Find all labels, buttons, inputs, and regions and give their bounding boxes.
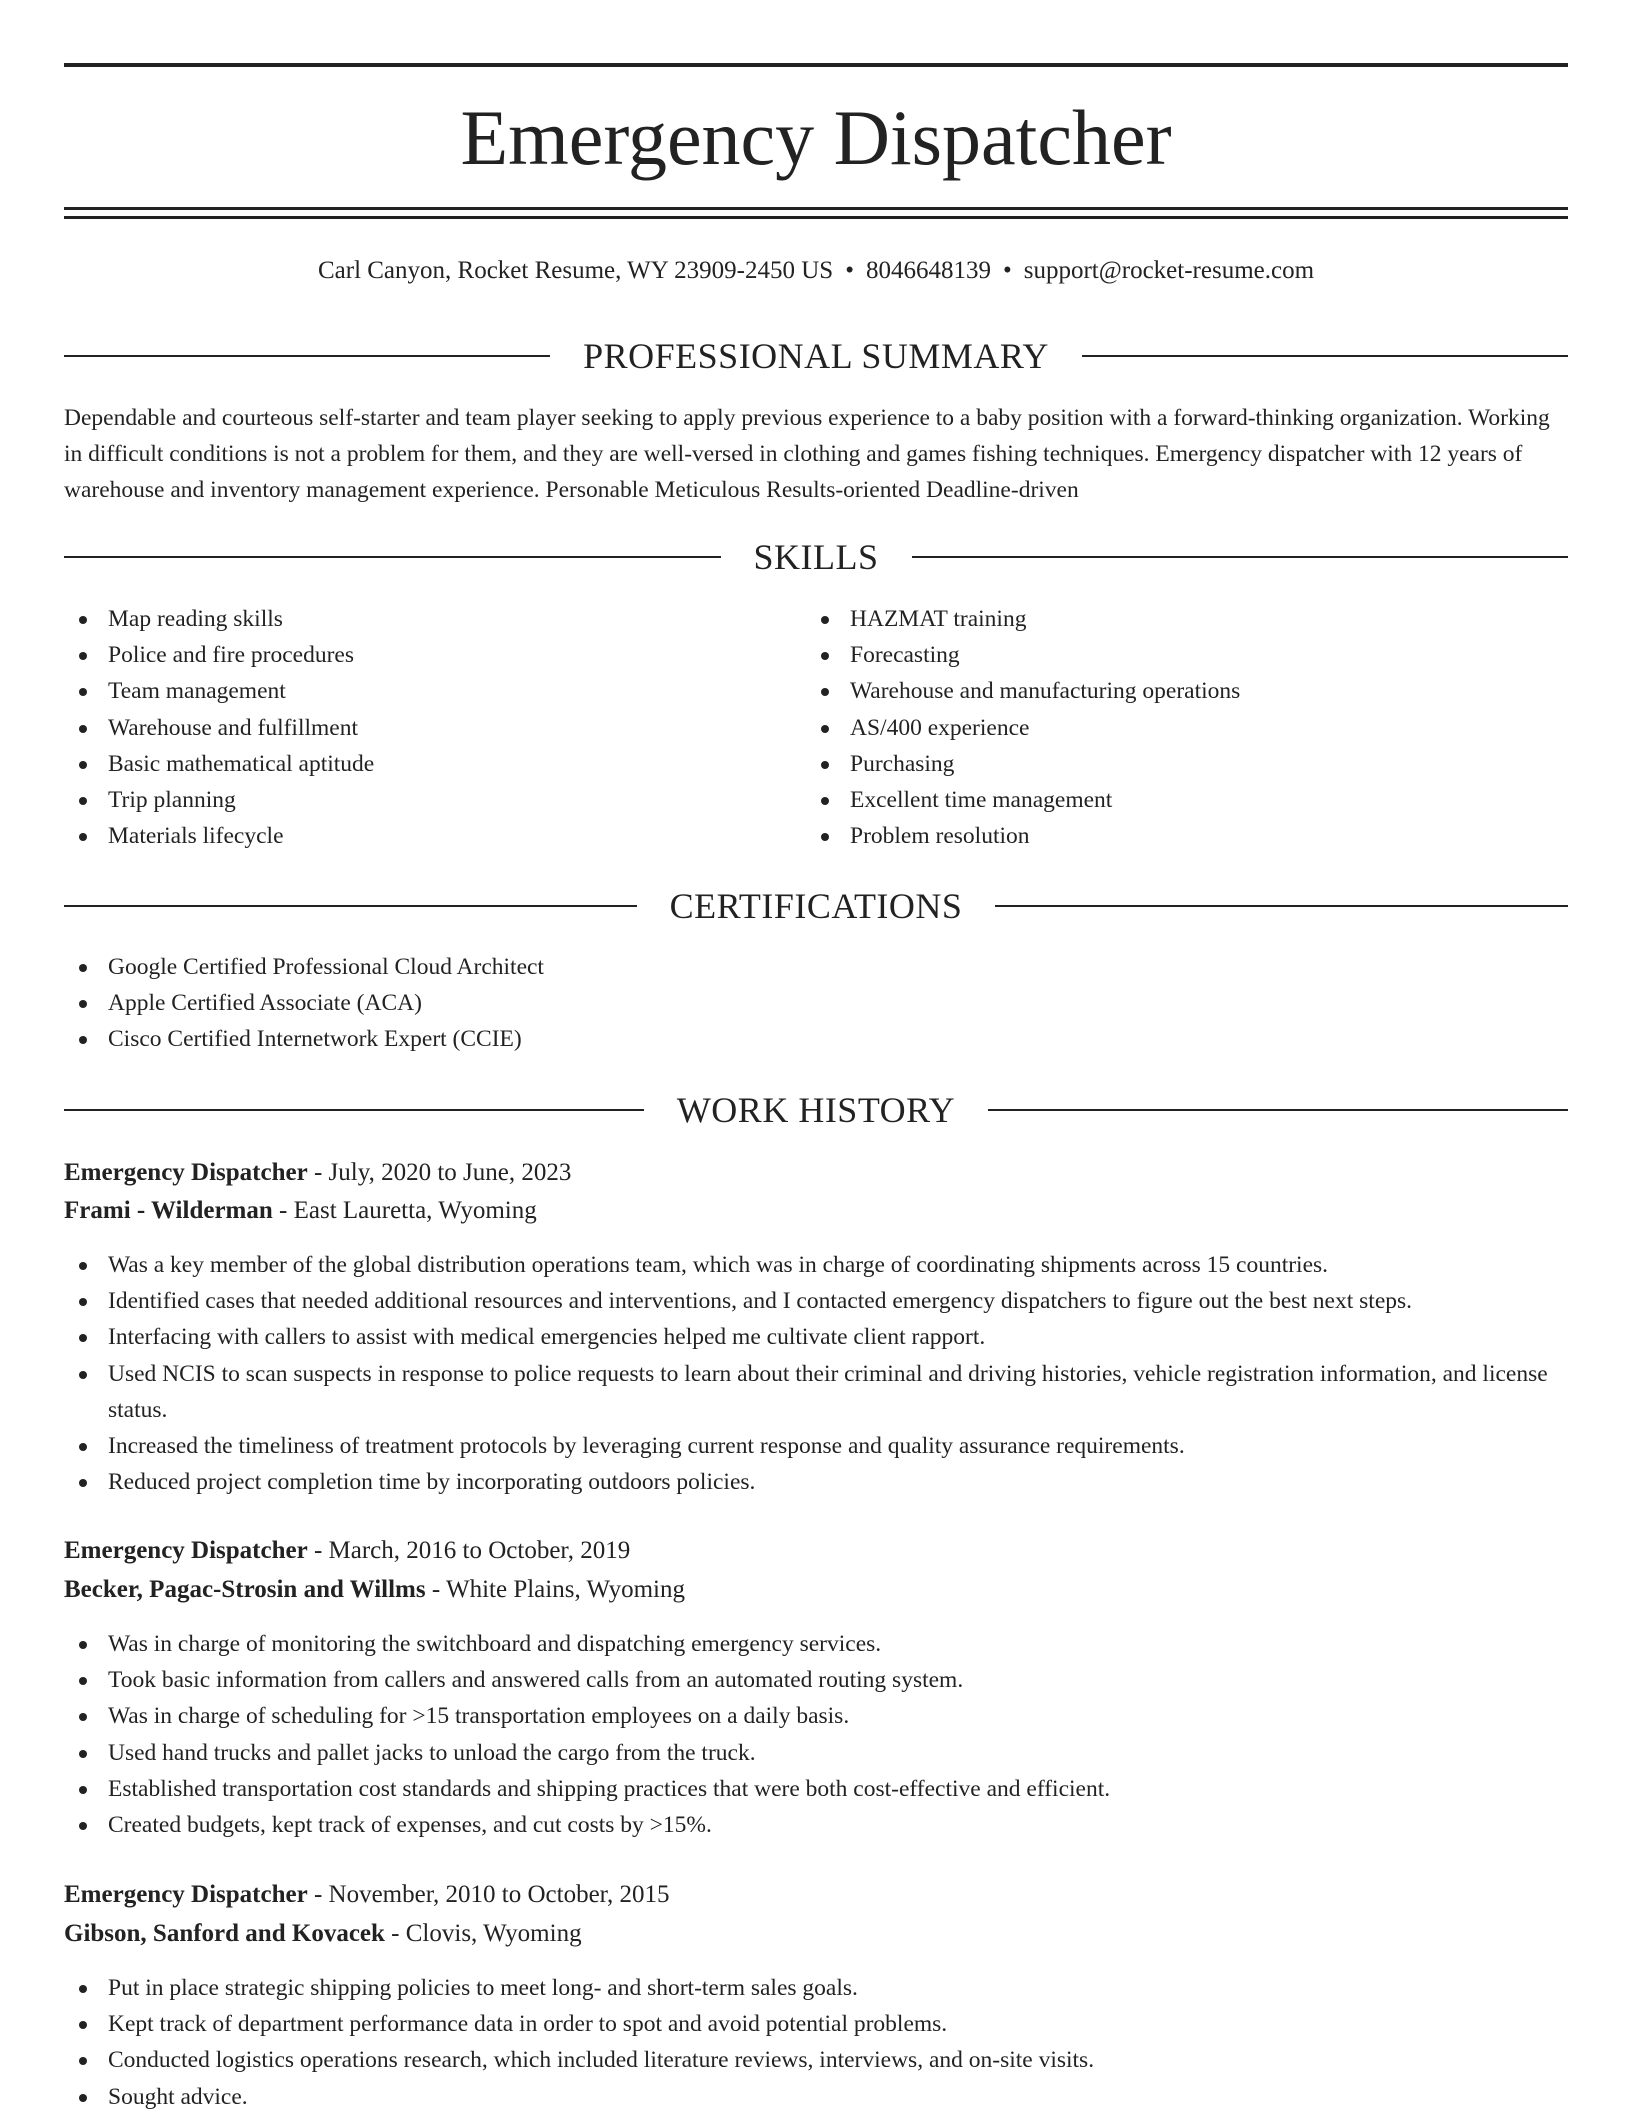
job-role: Emergency Dispatcher (64, 1537, 308, 1564)
skill-item: Basic mathematical aptitude (64, 746, 764, 782)
section-header-certifications (64, 884, 1568, 928)
job-company: Frami - Wilderman (64, 1197, 273, 1224)
job-title-line (64, 1876, 1568, 1914)
certification-item: Apple Certified Associate (ACA) (64, 985, 1568, 1021)
job-bullet: Created budgets, kept track of expenses, and cut costs by >15%. (64, 1807, 1568, 1843)
section-rule (64, 556, 721, 558)
top-rule (64, 63, 1568, 67)
skill-item: Trip planning (64, 782, 764, 818)
job-bullets (64, 1626, 1568, 1843)
section-rule (64, 1109, 644, 1111)
job-dates: - July, 2020 to June, 2023 (307, 1159, 572, 1186)
job-bullets (64, 1970, 1568, 2115)
job-dates: - November, 2010 to October, 2015 (307, 1881, 670, 1908)
section-title: PROFESSIONAL SUMMARY (583, 336, 1049, 376)
summary-text: Dependable and courteous self-starter and team player seeking to apply previous experience to a baby position with a forward-thinking organization. Working in difficult conditions is not a problem for them, and they are well-versed in clothing and games fishing techniques. Emergency dispatcher with 12 years of warehouse and inventory management experience. Personable Meticulous Results-oriented Deadline-driven (64, 405, 1550, 503)
job-bullet: Used NCIS to scan suspects in response to police requests to learn about their criminal and driving histories, vehicle registration information, and license status. (64, 1356, 1568, 1428)
job-bullet: Reduced project completion time by incorporating outdoors policies. (64, 1464, 1568, 1500)
skill-item: HAZMAT training (806, 601, 1546, 637)
contact-separator: • (1002, 257, 1012, 284)
skill-item: Police and fire procedures (64, 637, 764, 673)
job-bullet: Interfacing with callers to assist with medical emergencies helped me cultivate client rapport. (64, 1319, 1568, 1355)
skill-item: Problem resolution (806, 818, 1546, 854)
skill-item: Warehouse and fulfillment (64, 710, 764, 746)
certification-item: Cisco Certified Internetwork Expert (CCIE) (64, 1021, 1568, 1057)
resume-title: Emergency Dispatcher (460, 94, 1172, 181)
contact-address: Carl Canyon, Rocket Resume, WY 23909-2450 US (317, 257, 834, 284)
job-bullet: Took basic information from callers and answered calls from an automated routing system. (64, 1662, 1568, 1698)
job-bullet: Was in charge of scheduling for >15 transportation employees on a daily basis. (64, 1698, 1568, 1734)
certification-item: Google Certified Professional Cloud Architect (64, 949, 1568, 985)
skill-item: Team management (64, 673, 764, 709)
job-bullet: Sought advice. (64, 2079, 1568, 2115)
section-title: CERTIFICATIONS (669, 886, 963, 926)
section-title: WORK HISTORY (676, 1090, 956, 1130)
job-bullet: Identified cases that needed additional resources and interventions, and I contacted emergency dispatchers to figure out the best next steps. (64, 1283, 1568, 1319)
contact-phone: 8046648139 (865, 257, 991, 284)
contact-line (64, 254, 1568, 288)
certifications-list (64, 949, 1568, 1058)
job-company-line (64, 1571, 1568, 1609)
section-rule (64, 355, 550, 357)
skill-item: Map reading skills (64, 601, 764, 637)
section-rule (64, 905, 637, 907)
job-company-line (64, 1915, 1568, 1953)
job-company-line (64, 1192, 1568, 1230)
skill-item: Warehouse and manufacturing operations (806, 673, 1546, 709)
job-bullets (64, 1247, 1568, 1500)
job-title-line (64, 1154, 1568, 1192)
job-location: - White Plains, Wyoming (425, 1576, 685, 1603)
section-title: SKILLS (753, 537, 879, 577)
job-location: - Clovis, Wyoming (384, 1920, 582, 1947)
job-dates: - March, 2016 to October, 2019 (307, 1537, 631, 1564)
title-rule-lower (64, 216, 1568, 219)
job-bullet: Conducted logistics operations research, which included literature reviews, interviews, and on-site visits. (64, 2042, 1568, 2078)
job-role: Emergency Dispatcher (64, 1159, 308, 1186)
job-bullet: Was in charge of monitoring the switchboard and dispatching emergency services. (64, 1626, 1568, 1662)
skill-item: AS/400 experience (806, 710, 1546, 746)
section-rule (988, 1109, 1568, 1111)
skill-item: Excellent time management (806, 782, 1546, 818)
job-company: Becker, Pagac-Strosin and Willms (64, 1576, 426, 1603)
section-header-work-history (64, 1088, 1568, 1132)
section-rule (912, 556, 1569, 558)
job-company: Gibson, Sanford and Kovacek (64, 1920, 385, 1947)
job-bullet: Put in place strategic shipping policies to meet long- and short-term sales goals. (64, 1970, 1568, 2006)
contact-separator: • (845, 257, 854, 284)
section-rule (995, 905, 1568, 907)
job-bullet: Increased the timeliness of treatment protocols by leveraging current response and quality assurance requirements. (64, 1428, 1568, 1464)
job-bullet: Was a key member of the global distribution operations team, which was in charge of coordinating shipments across 15 countries. (64, 1247, 1568, 1283)
section-header-skills (64, 535, 1568, 579)
section-header-summary (64, 334, 1568, 378)
contact-email: support@rocket-resume.com (1023, 257, 1315, 284)
job-bullet: Kept track of department performance data in order to spot and avoid potential problems. (64, 2006, 1568, 2042)
title-rule-upper (64, 207, 1568, 210)
job-location: - East Lauretta, Wyoming (272, 1197, 537, 1224)
job-bullet: Established transportation cost standards and shipping practices that were both cost-effective and efficient. (64, 1771, 1568, 1807)
skill-item: Forecasting (806, 637, 1546, 673)
job-title-line (64, 1532, 1568, 1570)
skill-item: Purchasing (806, 746, 1546, 782)
skill-item: Materials lifecycle (64, 818, 764, 854)
job-role: Emergency Dispatcher (64, 1881, 308, 1908)
skills-list-left (64, 601, 764, 854)
skills-list-right (806, 601, 1546, 854)
job-bullet: Used hand trucks and pallet jacks to unload the cargo from the truck. (64, 1735, 1568, 1771)
section-rule (1082, 355, 1568, 357)
